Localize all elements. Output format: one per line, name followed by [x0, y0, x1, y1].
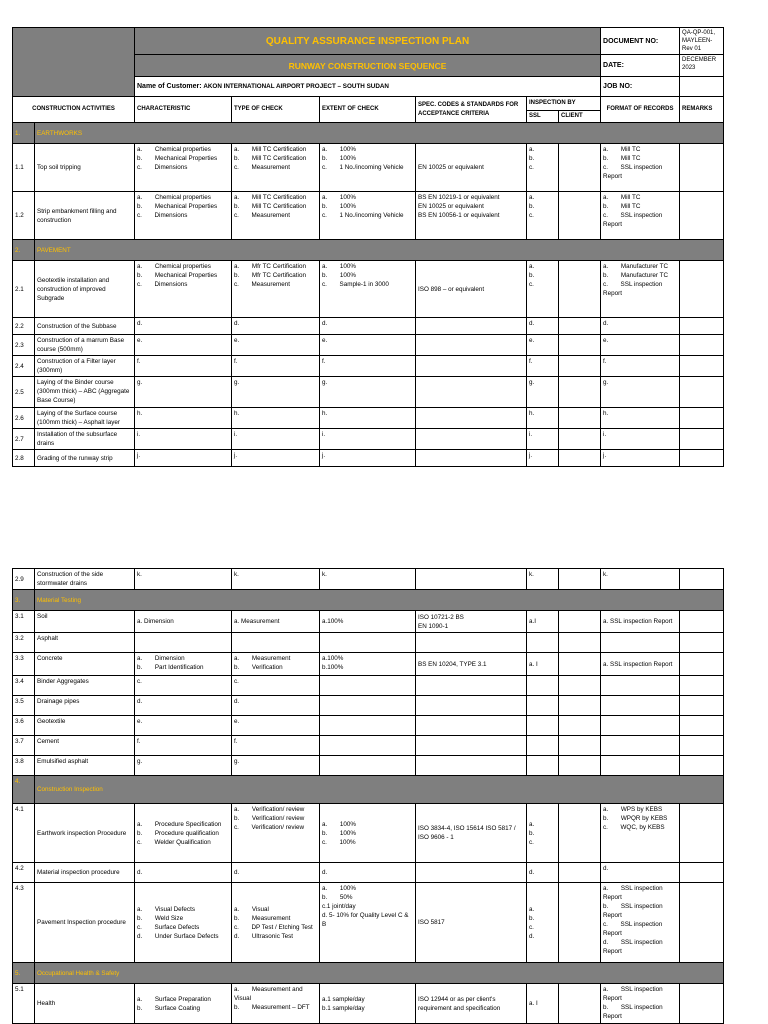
list-line: a. SSL inspection Report [603, 986, 663, 1002]
table-row: 1.2 Strip embankment filling and construction a. Chemical properties b. Mechanical Properties c. Dimensions a. Mill TC Certification b. Mill TC Certification c. Measurement a. 100% b. 100% c. 1 No./incoming Vehicle BS EN 10219-1 or equivalent EN 10025 or equivalent BS EN 10056-1 or equivalent a. b. c. a. Mill TC b. Mill TC c. SSL inspection Report [13, 192, 724, 240]
list-line: b. Mill TC Certification [234, 203, 307, 210]
plan-title: QUALITY ASSURANCE INSPECTION PLAN [135, 28, 601, 55]
list-line: b. Verification/ review [234, 815, 305, 822]
col-spec: SPEC. CODES & STANDARDS FOR ACCEPTANCE CRITERIA [416, 97, 527, 123]
list-line: a. Manufacturer TC [603, 263, 669, 270]
list-line: d. SSL inspection Report [603, 939, 663, 955]
header-grey-block [13, 28, 135, 97]
list-line: c. Surface Defects [137, 923, 200, 931]
list-line: a. Measurement [234, 655, 291, 662]
date-label: DATE: [601, 55, 680, 77]
col-client: CLIENT [559, 111, 601, 123]
list-line: b. WPQR by KEBS [603, 815, 668, 822]
table-row: 2.1 Geotextile installation and construction of improved Subgrade a. Chemical properties b. Mechanical Properties c. Dimensions a. Mfr TC Certification b. Mfr TC Certification c. Measurement a. 100% b. 100% c. Sample-1 in 3000 ISO 898 – or equivalent a. b. c. a. Manufacturer TC b. Manufacturer TC c. SSL inspection Report [13, 261, 724, 318]
section-material-testing: 3. Material Testing [13, 590, 724, 611]
list-line: c. Dimensions [137, 281, 188, 288]
list-marker: b. [529, 203, 535, 210]
inspection-plan-table-page2 [12, 568, 724, 1024]
table-row: 4.3 Pavement Inspection procedure a. Visual Defects b. Weld Size c. Surface Defects d. Under Surface Defects a. Visual b. Measurement c. DP Test / Etching Test d. Ultrasonic Test a. 100% b. 50% c.1 joint/day d. 5- 10% for Quality Level C & B ISO 5817 a. b. c. d. a. SSL inspection Report b. SSL inspection Report c. SSL inspection Report d. SSL inspection Report [13, 883, 724, 963]
list-line: b. Mechanical Properties [137, 272, 218, 279]
table-row: 5.1 Health a. Surface Preparation b. Surface Coating a. Measurement and Visual b. Measurement – DFT a.1 sample/day b.1 sample/day ISO 12944 or as per client's requirement and specification a. I a. SSL inspection Report b. SSL inspection Report [13, 984, 724, 1024]
list-line: a. 100% [322, 263, 356, 270]
job-no-label: JOB NO: [601, 77, 680, 97]
list-marker: b. [529, 829, 535, 837]
list-marker: c. [529, 838, 534, 846]
list-line: a. Visual [234, 905, 269, 913]
col-ssl: SSL [527, 111, 559, 123]
list-line: c. SSL inspection Report [603, 921, 663, 937]
list-marker: a. [529, 146, 535, 153]
col-type: TYPE OF CHECK [232, 97, 320, 123]
list-line: b. SSL inspection Report [603, 903, 663, 919]
list-line: c. 1 No./incoming Vehicle [322, 164, 404, 171]
list-line: c. Dimensions [137, 164, 188, 171]
table-row: 2.4 Construction of a Filter layer (300mm) f. f. f. f. f. [13, 356, 724, 377]
customer-label: Name of Customer: [137, 83, 202, 90]
col-activities: CONSTRUCTION ACTIVITIES [13, 97, 135, 123]
customer-cell [135, 77, 601, 97]
list-line: b. Mill TC Certification [234, 155, 307, 162]
section-occupational-health-safety: 5. Occupational Health & Safety [13, 963, 724, 984]
document-no-value: QA-QP-001, MAYLEEN- Rev 01 [680, 28, 724, 55]
table-row: 1.1 Top soil tripping a. Chemical properties b. Mechanical Properties c. Dimensions a. Mill TC Certification b. Mill TC Certification c. Measurement a. 100% b. 100% c. 1 No./incoming Vehicle EN 10025 or equivalent a. b. c. a. Mill TC b. Mill TC c. SSL inspection Report [13, 144, 724, 192]
plan-subtitle: RUNWAY CONSTRUCTION SEQUENCE [135, 55, 601, 77]
list-line: b. Verification [234, 664, 283, 671]
list-line: b. SSL inspection Report [603, 1004, 663, 1020]
list-marker: c. [529, 164, 534, 171]
section-construction-inspection: 4. Construction Inspection [13, 776, 724, 804]
list-line: a. Mill TC Certification [234, 146, 307, 153]
list-line: c. Dimensions [137, 212, 188, 219]
list-line: d. Ultrasonic Test [234, 932, 294, 940]
table-row: 3.1 Soil a. Dimension a. Measurement a.100% ISO 10721-2 BS EN 1090-1 a.I a. SSL inspection Report [13, 611, 724, 633]
list-line: c. Welder Qualification [137, 838, 211, 846]
list-line: c. SSL inspection Report [603, 164, 663, 180]
list-line: c. 100% [322, 838, 356, 846]
table-row: 2.5 Laying of the Binder course (300mm thick) – ABC (Aggregate Base Course) g. g. g. g. g. [13, 377, 724, 408]
list-line: a. Mill TC [603, 194, 641, 201]
list-line: b. Weld Size [137, 914, 184, 922]
document-no-label: DOCUMENT NO: [601, 28, 680, 55]
list-line: c. DP Test / Etching Test [234, 923, 313, 931]
list-marker: b. [529, 272, 535, 279]
list-line: b. 100% [322, 272, 356, 279]
list-line: a. Measurement and Visual [234, 986, 303, 1002]
list-line: c. Measurement [234, 212, 290, 219]
col-extent: EXTENT OF CHECK [320, 97, 416, 123]
list-line: b. Mechanical Properties [137, 203, 218, 210]
list-marker: c. [529, 281, 534, 288]
list-line: b. 100% [322, 829, 356, 837]
list-line: a. WPS by KEBS [603, 806, 663, 813]
list-line: b. Surface Coating [137, 1004, 200, 1012]
list-line: a. 100% [322, 820, 356, 828]
list-line: b. Measurement [234, 914, 291, 922]
list-line: a. Verification/ review [234, 806, 305, 813]
list-line: a. 100% [322, 885, 356, 892]
list-line: b. Mfr TC Certification [234, 272, 306, 279]
list-line: b. 50% [322, 894, 353, 901]
col-remarks: REMARKS [680, 97, 724, 123]
list-marker: b. [529, 155, 535, 162]
list-line: c. SSL inspection Report [603, 212, 663, 228]
col-records: FORMAT OF RECORDS [601, 97, 680, 123]
section-earthworks: 1. EARTHWORKS [13, 123, 724, 144]
list-line: c.1 joint/day [322, 903, 356, 910]
table-row: 3.7 Cement f. f. [13, 736, 724, 756]
customer-value: AKON INTERNATIONAL AIRPORT PROJECT – SOUTH SUDAN [203, 83, 389, 90]
list-line: a. Chemical properties [137, 263, 211, 270]
table-row: 3.8 Emulsified asphalt g. g. [13, 756, 724, 776]
table-row: 2.2 Construction of the Subbase d. d. d. d. d. [13, 318, 724, 335]
list-marker: c. [529, 212, 534, 219]
list-line: a. Dimension [137, 655, 185, 662]
table-row: 3.3 Concrete a. Dimension b. Part Identification a. Measurement b. Verification a.100% b.100% BS EN 10204, TYPE 3.1 a. I a. SSL inspection Report [13, 653, 724, 676]
list-line: b. Mechanical Properties [137, 155, 218, 162]
table-row: 2.6 Laying of the Surface course (100mm thick) – Asphalt layer h. h. h. h. h. [13, 408, 724, 429]
list-line: c. Verification/ review [234, 824, 304, 831]
list-line: a. Mill TC [603, 146, 641, 153]
table-row: 2.9 Construction of the side stormwater drains k. k. k. k. k. [13, 569, 724, 590]
list-line: a. Procedure Specification [137, 820, 222, 828]
table-row: 4.2 Material inspection procedure d. d. d. d. d. [13, 863, 724, 883]
date-value: DECEMBER 2023 [680, 55, 724, 77]
list-line: c. Measurement [234, 281, 290, 288]
list-line: a. 100% [322, 194, 356, 201]
job-no-value [680, 77, 724, 97]
list-line: b. Part Identification [137, 664, 204, 671]
list-line: c. Measurement [234, 164, 290, 171]
section-pavement: 2. PAVEMENT [13, 240, 724, 261]
table-row: 3.6 Geotextile e. e. [13, 716, 724, 736]
list-line: a. Surface Preparation [137, 995, 211, 1003]
table-row: 2.3 Construction of a marrum Base course (500mm) e. e. e. e. e. [13, 335, 724, 356]
list-line: a. Visual Defects [137, 905, 195, 913]
list-line: c. SSL inspection Report [603, 281, 663, 297]
list-line: a. Mill TC Certification [234, 194, 307, 201]
table-row: 2.8 Grading of the runway strip j. j. j. j. j. [13, 450, 724, 467]
list-line: b. 100% [322, 203, 356, 210]
list-marker: b. [529, 914, 535, 922]
table-row: 3.2 Asphalt [13, 633, 724, 653]
list-marker: d. [529, 932, 535, 940]
table-row: 3.5 Drainage pipes d. d. [13, 696, 724, 716]
list-line: a. 100% [322, 146, 356, 153]
list-line: b. Manufacturer TC [603, 272, 669, 279]
col-inspection-by: INSPECTION BY [527, 97, 601, 111]
list-line: a. Mfr TC Certification [234, 263, 306, 270]
col-characteristic: CHARACTERISTIC [135, 97, 232, 123]
list-marker: a. [529, 820, 535, 828]
list-line: d. 5- 10% for Quality Level C & B [322, 912, 409, 928]
list-line: a. Chemical properties [137, 194, 211, 201]
list-line: c. Sample-1 in 3000 [322, 281, 389, 288]
inspection-plan-table-page1 [12, 27, 724, 467]
list-line: b. 100% [322, 155, 356, 162]
list-line: d. Under Surface Defects [137, 932, 219, 940]
list-line: b. Measurement – DFT [234, 1004, 310, 1011]
list-marker: a. [529, 263, 535, 270]
list-line: a. SSL inspection Report [603, 885, 663, 901]
list-line: c. 1 No./incoming Vehicle [322, 212, 404, 219]
list-line: a. Chemical properties [137, 146, 211, 153]
table-row: 3.4 Binder Aggregates c. c. [13, 676, 724, 696]
table-row: 4.1 Earthwork inspection Procedure a. Procedure Specification b. Procedure qualification c. Welder Qualification a. Verification/ review b. Verification/ review c. Verification/ review a. 100% b. 100% c. 100% ISO 3834-4, ISO 15614 ISO 5817 / ISO 9606 - 1 a. b. c. a. WPS by KEBS b. WPQR by KEBS c. WQC, by KEBS [13, 804, 724, 863]
list-marker: a. [529, 905, 535, 913]
list-marker: c. [529, 923, 534, 931]
list-line: b. Mill TC [603, 155, 641, 162]
list-marker: a. [529, 194, 535, 201]
list-line: b. Mill TC [603, 203, 641, 210]
list-line: c. WQC, by KEBS [603, 824, 665, 831]
list-line: b. Procedure qualification [137, 829, 219, 837]
table-row: 2.7 Installation of the subsurface drains i. i. i. i. i. [13, 429, 724, 450]
